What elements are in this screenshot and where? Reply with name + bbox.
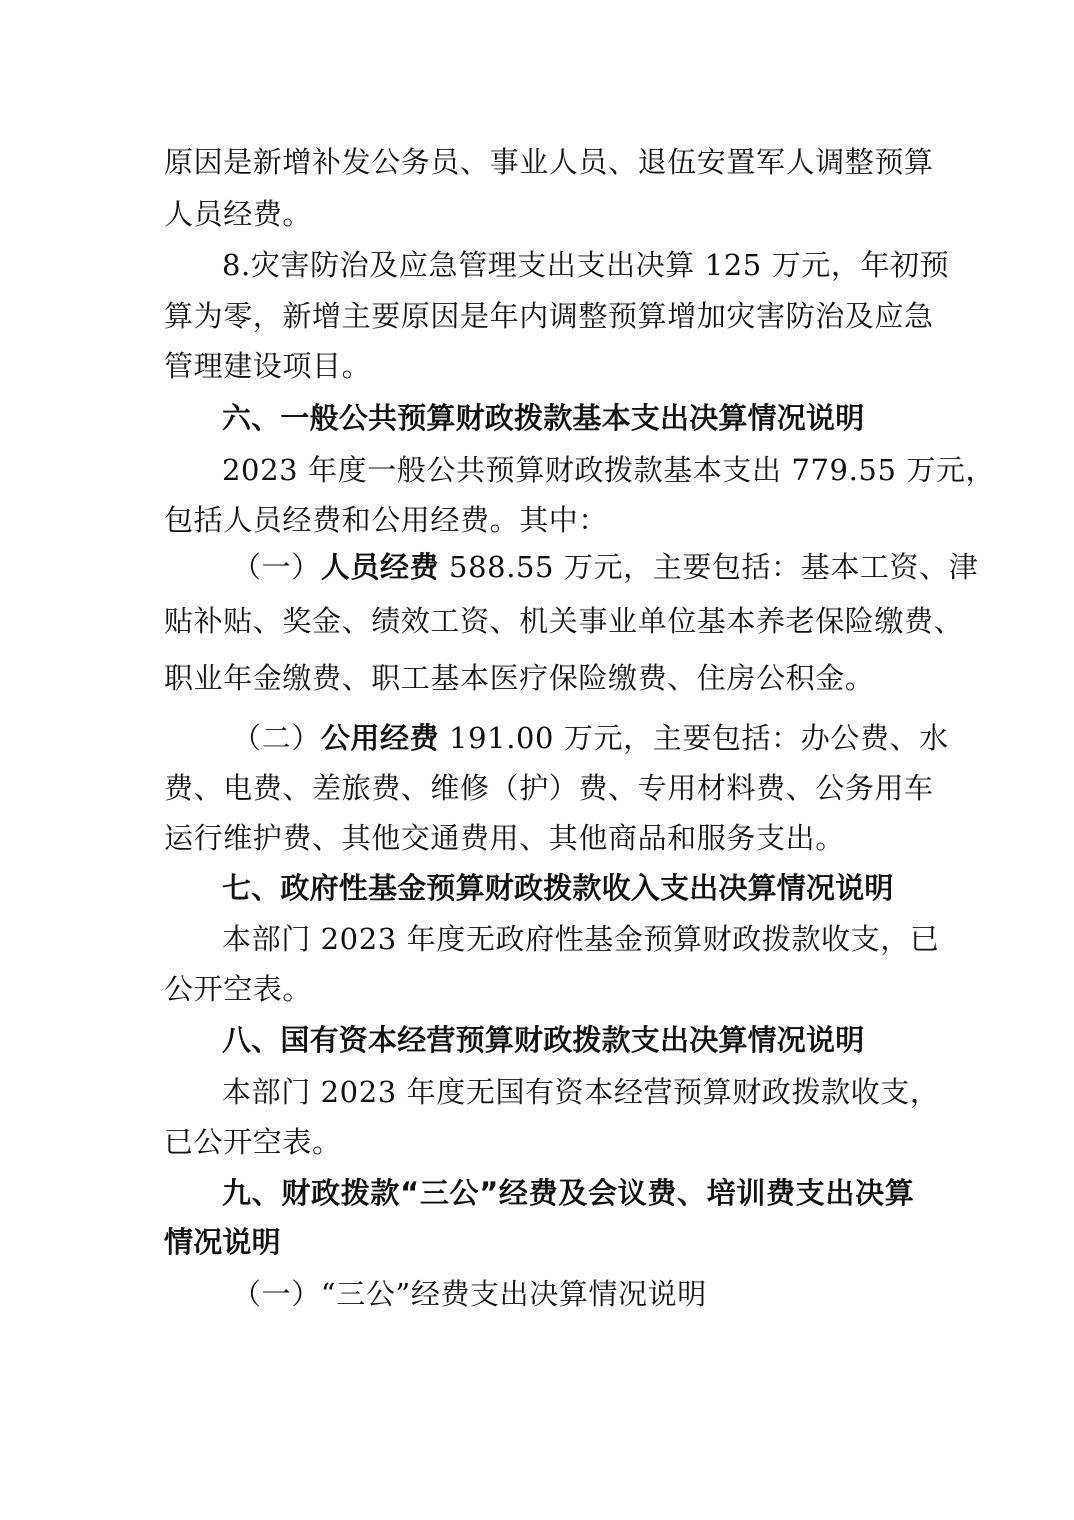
paragraph-line: 公开空表。 xyxy=(164,972,313,1006)
item-text: 588.55 万元，主要包括：基本工资、津 xyxy=(439,550,979,584)
paragraph-line: 职业年金缴费、职工基本医疗保险缴费、住房公积金。 xyxy=(164,661,875,695)
item-text: 191.00 万元，主要包括：办公费、水 xyxy=(439,721,949,755)
paragraph-line xyxy=(232,547,979,587)
section-heading: 七、政府性基金预算财政拨款收入支出决算情况说明 xyxy=(222,871,894,905)
paragraph-line: 费、电费、差旅费、维修（护）费、专用材料费、公务用车 xyxy=(164,771,934,805)
section-heading: 八、国有资本经营预算财政拨款支出决算情况说明 xyxy=(222,1023,865,1057)
paragraph-line: 运行维护费、其他交通费用、其他商品和服务支出。 xyxy=(164,821,845,855)
paragraph-line: 算为零，新增主要原因是年内调整预算增加灾害防治及应急 xyxy=(164,299,934,333)
subsection-heading: （一）“三公”经费支出决算情况说明 xyxy=(232,1277,707,1311)
paragraph-line: 本部门 2023 年度无国有资本经营预算财政拨款收支， xyxy=(222,1075,940,1109)
item-prefix: （二） xyxy=(232,721,321,755)
paragraph-line: 包括人员经费和公用经费。其中： xyxy=(164,503,609,537)
item-prefix: （一） xyxy=(232,550,321,584)
paragraph-line: 已公开空表。 xyxy=(164,1125,342,1159)
paragraph-line: 2023 年度一般公共预算财政拨款基本支出 779.55 万元， xyxy=(222,453,996,487)
item-label: 人员经费 xyxy=(320,550,440,584)
item-label: 公用经费 xyxy=(320,721,440,755)
paragraph-line: 本部门 2023 年度无政府性基金预算财政拨款收支，已 xyxy=(222,922,940,956)
paragraph-line: 8.灾害防治及应急管理支出支出决算 125 万元，年初预 xyxy=(222,248,950,282)
paragraph-line: 原因是新增补发公务员、事业人员、退伍安置军人调整预算 xyxy=(164,145,934,179)
paragraph-line xyxy=(232,718,949,758)
paragraph-line: 人员经费。 xyxy=(164,197,313,231)
section-heading-continued: 情况说明 xyxy=(164,1225,281,1259)
section-heading: 九、财政拨款“三公”经费及会议费、培训费支出决算 xyxy=(222,1176,914,1210)
paragraph-line: 管理建设项目。 xyxy=(164,349,372,383)
section-heading: 六、一般公共预算财政拨款基本支出决算情况说明 xyxy=(222,401,865,435)
paragraph-line: 贴补贴、奖金、绩效工资、机关事业单位基本养老保险缴费、 xyxy=(164,604,964,638)
